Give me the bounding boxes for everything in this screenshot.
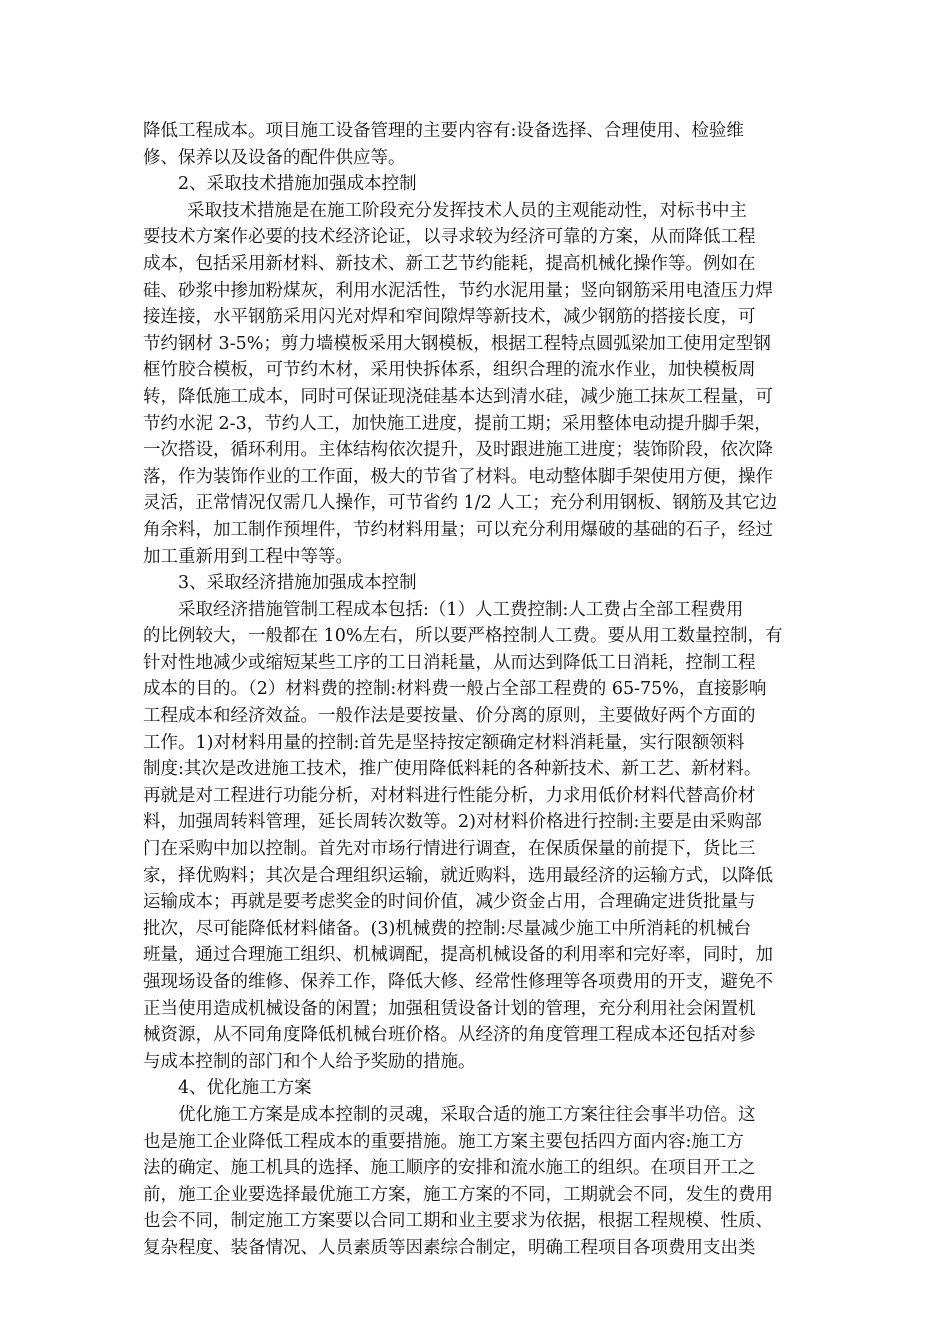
body-line: 成本，包括采用新材料、新技术、新工艺节约能耗，提高机械化操作等。例如在 xyxy=(143,253,756,274)
body-line: 降低工程成本。项目施工设备管理的主要内容有:设备选择、合理使用、检验维 xyxy=(143,121,744,141)
document-body xyxy=(143,118,807,1262)
body-line: 工程成本和经济效益。一般作法是要按量、价分离的原则，主要做好两个方面的 xyxy=(143,706,756,727)
body-line: 角余料，加工制作预埋件，节约材料用量；可以充分利用爆破的基础的石子，经过 xyxy=(143,519,773,540)
body-line: 转，降低施工成本，同时可保证现浇硅基本达到清水硅，减少施工抹灰工程量，可 xyxy=(143,386,773,407)
body-line: 与成本控制的部门和个人给予奖励的措施。 xyxy=(143,1051,476,1072)
paragraph-first-line: 优化施工方案是成本控制的灵魂，采取合适的施工方案往往会事半功倍。这 xyxy=(178,1104,756,1125)
body-line: 也是施工企业降低工程成本的重要措施。施工方案主要包括四方面内容:施工方 xyxy=(143,1131,744,1152)
body-line: 再就是对工程进行功能分析，对材料进行性能分析，力求用低价材料代替高价材 xyxy=(143,785,756,806)
body-line: 械资源，从不同角度降低机械台班价格。从经济的角度管理工程成本还包括对参 xyxy=(143,1025,756,1046)
body-line: 灵活，正常情况仅需几人操作，可节省约 1/2 人工；充分利用钢板、钢筋及其它边 xyxy=(143,493,778,514)
body-line: 针对性地减少或缩短某些工序的工日消耗量，从而达到降低工日消耗，控制工程 xyxy=(143,652,756,673)
body-line: 复杂程度、装备情况、人员素质等因素综合制定，明确工程项目各项费用支出类 xyxy=(143,1237,756,1258)
body-line: 一次搭设，循环利用。主体结构依次提升，及时跟进施工进度；装饰阶段，依次降 xyxy=(143,440,773,461)
body-line: 强现场设备的维修、保养工作，降低大修、经常性修理等各项费用的开支，避免不 xyxy=(143,972,773,992)
body-line: 制度:其次是改进施工技术，推广使用降低料耗的各种新技术、新工艺、新材料。 xyxy=(143,759,762,780)
body-line: 工作。1)对材料用量的控制:首先是坚持按定额确定材料消耗量，实行限额领料 xyxy=(143,732,745,753)
body-line: 家，择优购料；其次是合理组织运输，就近购料，选用最经济的运输方式，以降低 xyxy=(143,865,773,886)
body-line: 硅、砂浆中掺加粉煤灰，利用水泥活性，节约水泥用量；竖向钢筋采用电渣压力焊 xyxy=(143,280,773,301)
body-line: 修、保养以及设备的配件供应等。 xyxy=(143,147,406,168)
section-heading-economic: 3、采取经济措施加强成本控制 xyxy=(178,573,417,594)
body-line: 节约钢材 3-5%；剪力墙模板采用大钢模板，根据工程特点圆弧梁加工使用定型钢 xyxy=(143,333,771,354)
body-line: 节约水泥 2-3，节约人工，加快施工进度，提前工期；采用整体电动提升脚手架， xyxy=(143,413,772,434)
body-line: 批次，尽可能降低材料储备。(3)机械费的控制:尽量减少施工中所消耗的机械台 xyxy=(143,918,752,939)
body-line: 落，作为装饰作业的工作面，极大的节省了材料。电动整体脚手架使用方便，操作 xyxy=(143,466,773,487)
body-line: 要技术方案作必要的技术经济论证，以寻求较为经济可靠的方案，从而降低工程 xyxy=(143,227,756,248)
body-line: 框竹胶合模板，可节约木材，采用快拆体系，组织合理的流水作业，加快模板周 xyxy=(143,360,756,381)
body-line: 门在采购中加以控制。首先对市场行情进行调查，在保质保量的前提下，货比三 xyxy=(143,839,756,860)
body-line: 成本的目的。（2）材料费的控制:材料费一般占全部工程费的 65-75%，直接影响 xyxy=(143,679,767,700)
body-line: 法的确定、施工机具的选择、施工顺序的安排和流水施工的组织。在项目开工之 xyxy=(143,1158,756,1179)
section-heading-construction-plan: 4、优化施工方案 xyxy=(178,1078,312,1099)
body-line: 的比例较大，一般都在 10%左右，所以要严格控制人工费。要从用工数量控制，有 xyxy=(143,626,783,647)
paragraph-first-line: 采取技术措施是在施工阶段充分发挥技术人员的主观能动性，对标书中主 xyxy=(187,200,747,221)
body-line: 班量，通过合理施工组织、机械调配，提高机械设备的利用率和完好率，同时，加 xyxy=(143,945,773,966)
paragraph-first-line: 采取经济措施管制工程成本包括:（1）人工费控制:人工费占全部工程费用 xyxy=(178,599,744,620)
body-line: 正当使用造成机械设备的闲置；加强租赁设备计划的管理，充分利用社会闲置机 xyxy=(143,998,756,1019)
body-line: 料，加强周转料管理，延长周转次数等。2)对材料价格进行控制:主要是由采购部 xyxy=(143,812,762,833)
body-line: 接连接，水平钢筋采用闪光对焊和窄间隙焊等新技术，减少钢筋的搭接长度，可 xyxy=(143,307,756,328)
body-line: 前，施工企业要选择最优施工方案，施工方案的不同，工期就会不同，发生的费用 xyxy=(143,1184,773,1205)
body-line: 加工重新用到工程中等等。 xyxy=(143,546,353,567)
body-line: 运输成本；再就是要考虑奖金的时间价值，减少资金占用，合理确定进货批量与 xyxy=(143,892,756,913)
section-heading-technical: 2、采取技术措施加强成本控制 xyxy=(178,174,417,195)
body-line: 也会不同，制定施工方案要以合同工期和业主要求为依据，根据工程规模、性质、 xyxy=(143,1211,773,1232)
